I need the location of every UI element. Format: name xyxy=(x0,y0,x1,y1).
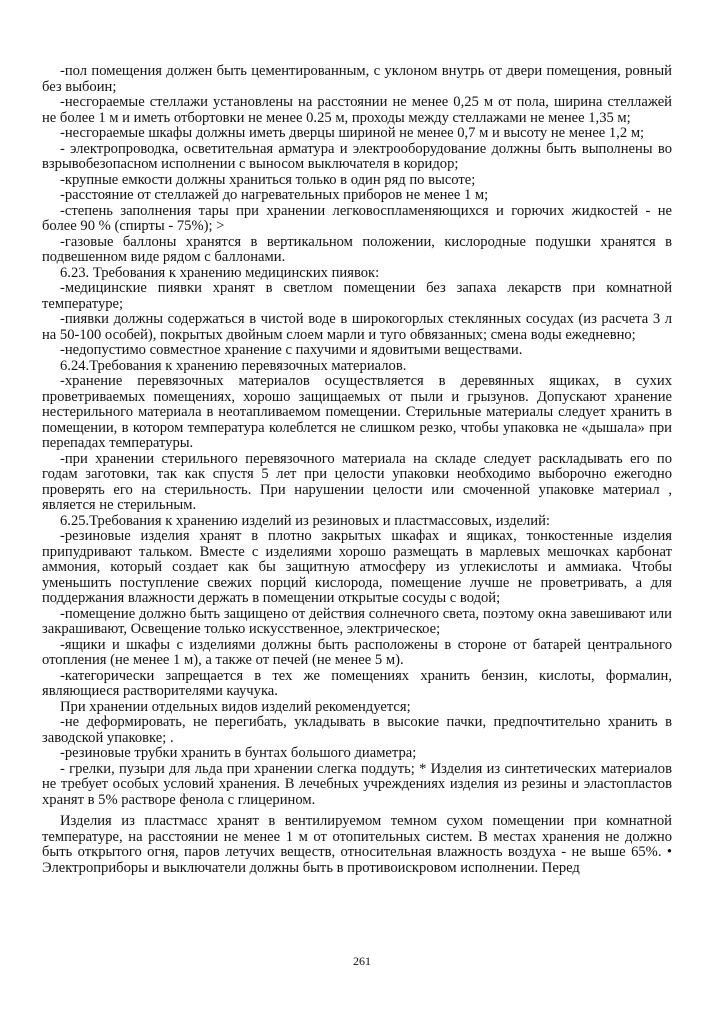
paragraph-cabinets: -несгораемые шкафы должны иметь дверцы шириной не менее 0,7 м и высоту не менее 1,2 м; xyxy=(60,125,645,141)
paragraph-plastics: Изделия из пластмасс хранят в вентилируемом темном сухом помещении при комнатной температуре, на расстоянии не менее 1 м от отопительных систем. В местах хранения не должно быть открытого огня, паров летучих веществ, относительная влажность воздуха - не выше 65%. • Электроприборы и выключатели должны быть в противоискровом исполнении. Перед xyxy=(42,813,672,876)
paragraph-fill-level: -степень заполнения тары при хранении легковоспламеняющихся и горючих жидкостей - не более 90 % (спирты - 75%); > xyxy=(42,202,672,234)
paragraph-sunlight: -помещение должно быть защищено от действия солнечного света, поэтому окна завешивают или закрашивают, Освещение только искусственное, электрическое; xyxy=(42,605,672,637)
paragraph-sterile-dressing: -при хранении стерильного перевязочного материала на складе следует раскладывать его по годам заготовки, так как спустя 5 лет при целости упаковки необходимо выборочно ежегодно проверять его на стерильность. При нарушении целости или смоченной упаковке материал , является не стерильным. xyxy=(42,450,672,513)
paragraph-heating-distance: -ящики и шкафы с изделиями должны быть расположены в стороне от батарей центрального отопления (не менее 1 м), а также от печей (не менее 5 м). xyxy=(42,636,672,668)
paragraph-rubber-storage: -резиновые изделия хранят в плотно закрытых шкафах и ящиках, тонкостенные изделия припудривают тальком. Вместе с изделиями хорошо размещать в марлевых мешочках карбонат аммония, который создает как бы защитную атмосферу из углекислоты и аммиака. Чтобы уменьшить поступление свежих порций кислорода, помещение лучше не проветривать, а для поддержания влажности держать в помещении открытые сосуды с водой; xyxy=(42,528,672,606)
section-heading-6-25: 6.25.Требования к хранению изделий из резиновых и пластмассовых, изделий: xyxy=(60,512,550,529)
section-heading-6-23: 6.23. Требования к хранению медицинских пиявок: xyxy=(60,264,380,281)
paragraph-leeches-water: -пиявки должны содержаться в чистой воде в широкогорлых стеклянных сосудах (из расчета 3 л на 50-100 особей), покрытых двойным слоем марли и туго обвязанных; смена воды ежедневно; xyxy=(42,311,672,343)
paragraph-tubes: -резиновые трубки хранить в бунтах большого диаметра; xyxy=(60,745,417,761)
paragraph-containers: -крупные емкости должны храниться только в один ряд по высоте; xyxy=(60,171,476,188)
paragraph-recommendations: При хранении отдельных видов изделий рекомендуется; xyxy=(60,698,411,715)
paragraph-wiring: - электропроводка, осветительная арматура и электрооборудование должны быть выполнены во взрывобезопасном исполнении с выносом выключателя в коридор; xyxy=(42,140,672,172)
paragraph-racks: -несгораемые стеллажи установлены на расстоянии не менее 0,25 м от пола, ширина стеллажей не более 1 м и иметь отбортовки не менее 0.25 м, проходы между стеллажами не менее 1,35 м; xyxy=(42,94,672,126)
page-number: 261 xyxy=(353,954,371,968)
section-heading-6-24: 6.24.Требования к хранению перевязочных материалов. xyxy=(60,357,407,374)
paragraph-heaters-distance: -расстояние от стеллажей до нагревательных приборов не менее 1 м; xyxy=(60,187,489,203)
paragraph-dressing-storage: -хранение перевязочных материалов осуществляется в деревянных ящиках, в сухих проветриваемых помещениях, хорошо защищаемых от пыли и грызунов. Допускают хранение нестерильного материала в неотапливаемом помещении. Стерильные материалы следует хранить в помещении, в котором температура колеблется не слишком резко, чтобы упаковка не «дышала» при перепадах температуры. xyxy=(42,373,672,451)
paragraph-gas-cylinders: -газовые баллоны хранятся в вертикальном положении, кислородные подушки хранятся в подвешенном виде рядом с баллонами. xyxy=(42,233,672,265)
paragraph-prohibited: -категорически запрещается в тех же помещениях хранить бензин, кислоты, формалин, являющиеся растворителями каучука. xyxy=(42,667,672,699)
paragraph-no-deform: -не деформировать, не перегибать, укладывать в высокие пачки, предпочтительно хранить в заводской упаковке; . xyxy=(42,714,672,746)
paragraph-hot-water-bottles: - грелки, пузыри для льда при хранении слегка поддуть; * Изделия из синтетических материалов не требует особых условий хранения. В лечебных учреждениях изделия из резины и эластопластов хранят в 5% растворе фенола с глицерином. xyxy=(42,760,672,808)
paragraph-floor: -пол помещения должен быть цементированным, с уклоном внутрь от двери помещения, ровный без выбоин; xyxy=(42,63,672,95)
paragraph-leeches-room: -медицинские пиявки хранят в светлом помещении без запаха лекарств при комнатной температуре; xyxy=(42,280,672,312)
paragraph-leeches-incompatible: -недопустимо совместное хранение с пахучими и ядовитыми веществами. xyxy=(60,342,523,358)
page-body xyxy=(42,64,672,876)
